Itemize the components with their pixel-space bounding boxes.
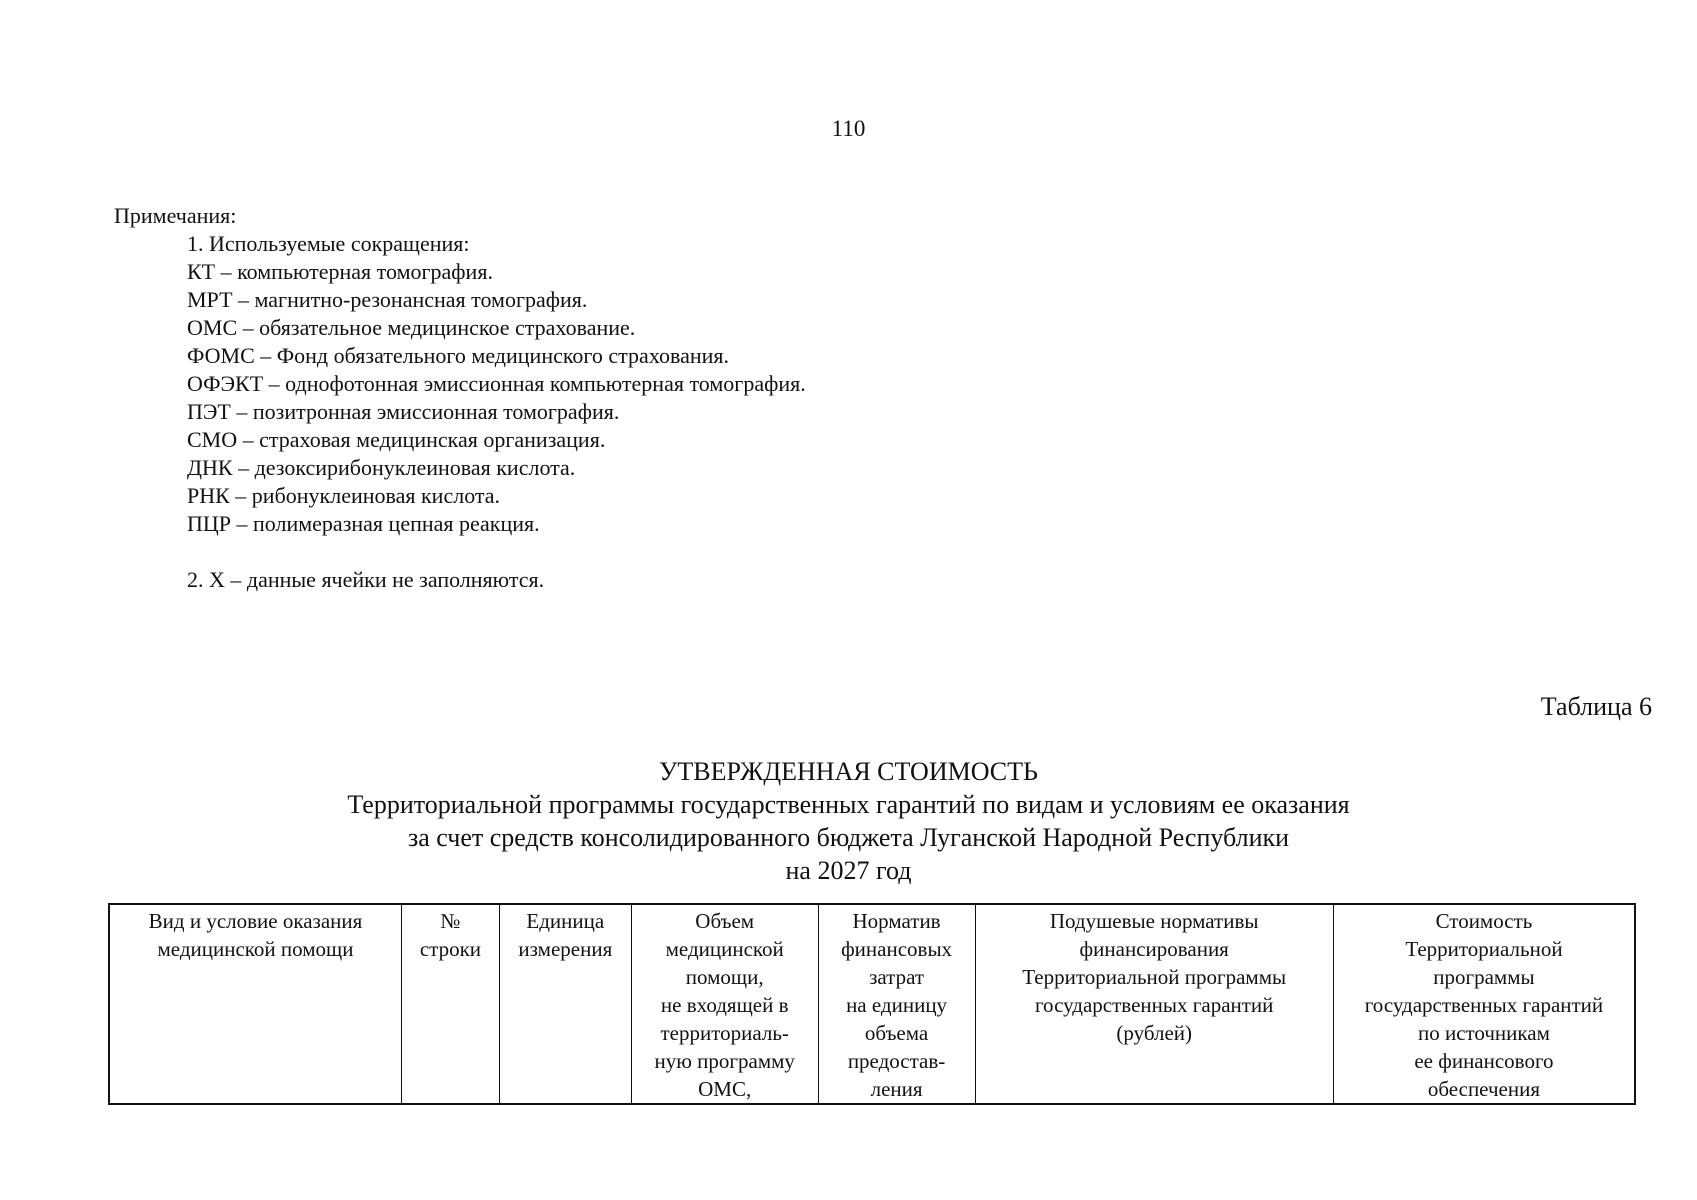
- note-abbreviation-pcr: ПЦР – полимеразная цепная реакция.: [187, 511, 540, 536]
- note-abbreviation-kt: КТ – компьютерная томография.: [187, 259, 493, 284]
- note-abbreviations-heading: 1. Используемые сокращения:: [187, 231, 470, 256]
- note-abbreviation-rnk: РНК – рибонуклеиновая кислота.: [187, 483, 501, 508]
- note-abbreviation-dnk: ДНК – дезоксирибонуклеиновая кислота.: [187, 455, 576, 480]
- note-abbreviation-smo: СМО – страховая медицинская организация.: [187, 427, 606, 452]
- header-unit: Единица измерения: [499, 904, 631, 1104]
- notes-title: Примечания:: [114, 203, 237, 228]
- note-abbreviation-oms: ОМС – обязательное медицинское страхование.: [187, 315, 636, 340]
- notes-section: [114, 202, 806, 594]
- title-line-4: на 2027 год: [785, 856, 912, 885]
- header-program-cost: Стоимость Территориальной программы государственных гарантий по источникам ее финансового обеспечения: [1333, 904, 1635, 1104]
- header-row-number: № строки: [401, 904, 499, 1104]
- header-cost-standard: Норматив финансовых затрат на единицу объема предостав- ления: [818, 904, 975, 1104]
- note-abbreviation-ofekt: ОФЭКТ – однофотонная эмиссионная компьютерная томография.: [187, 371, 806, 396]
- table-header-row: [109, 904, 1635, 1104]
- page-number: 110: [831, 116, 866, 141]
- title-line-2: Территориальной программы государственных гарантий по видам и условиям ее оказания: [347, 790, 1350, 819]
- note-empty-cells: 2. Х – данные ячейки не заполняются.: [187, 567, 545, 592]
- notes-list: [114, 230, 806, 594]
- note-abbreviation-foms: ФОМС – Фонд обязательного медицинского страхования.: [187, 343, 730, 368]
- note-abbreviation-pet: ПЭТ – позитронная эмиссионная томография.: [187, 399, 620, 424]
- table-label: Таблица 6: [1540, 692, 1652, 721]
- title-line-1: УТВЕРЖДЕННАЯ СТОИМОСТЬ: [659, 757, 1038, 786]
- header-care-volume: Объем медицинской помощи, не входящей в территориаль- ную программу ОМС,: [631, 904, 818, 1104]
- note-spacer: [187, 538, 806, 566]
- header-per-capita-standards: Подушевые нормативы финансирования Территориальной программы государственных гарантий (рублей): [975, 904, 1333, 1104]
- title-line-3: за счет средств консолидированного бюджета Луганской Народной Республики: [407, 823, 1290, 852]
- table-title: [0, 755, 1697, 887]
- note-abbreviation-mrt: МРТ – магнитно-резонансная томография.: [187, 287, 588, 312]
- header-care-type: Вид и условие оказания медицинской помощи: [109, 904, 401, 1104]
- cost-table: [108, 903, 1636, 1105]
